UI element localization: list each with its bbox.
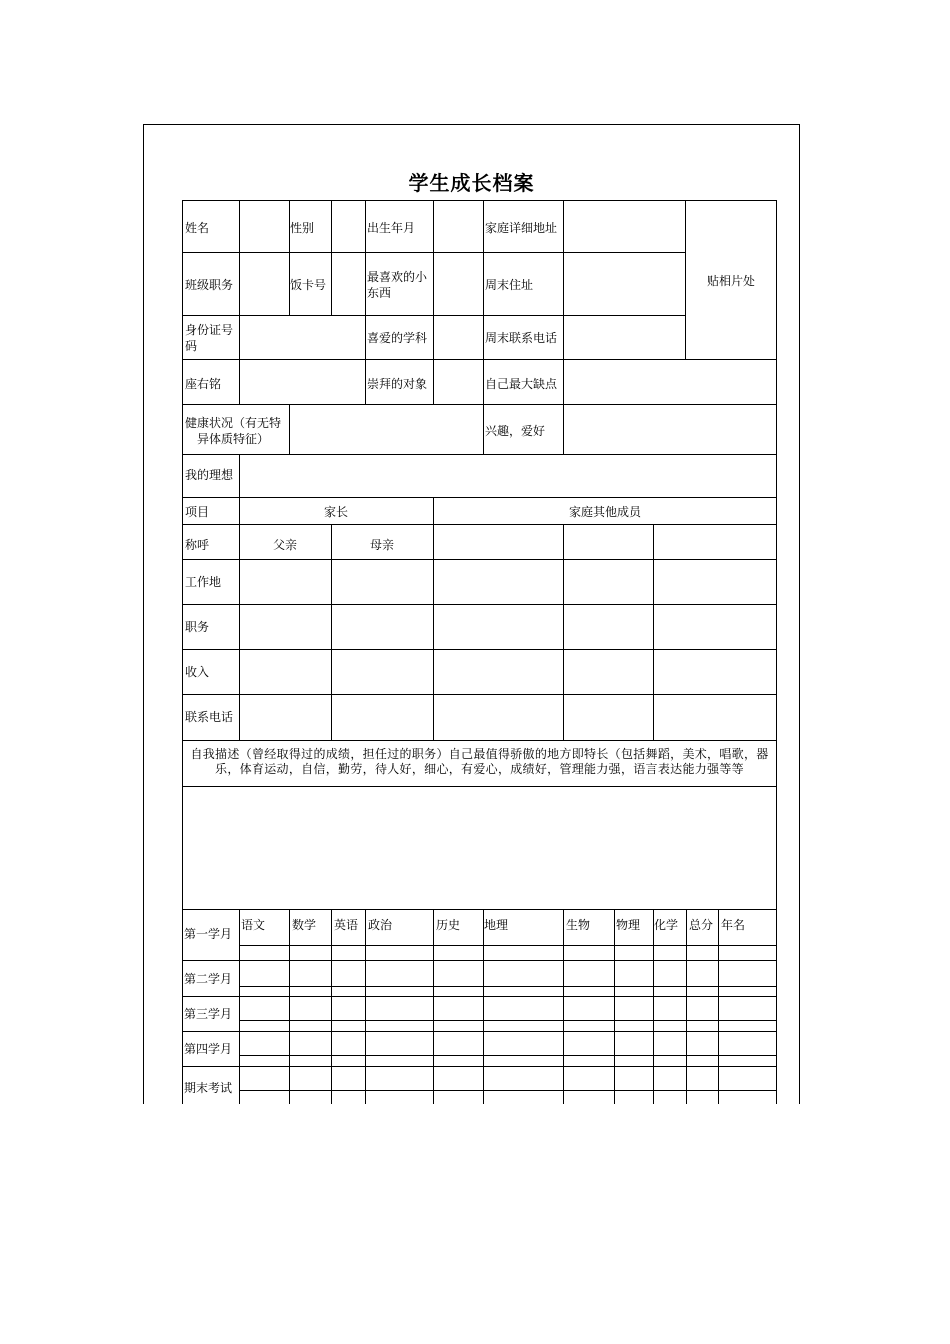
subject-header: 年名 — [721, 918, 746, 932]
label-father: 父亲 — [272, 538, 297, 552]
table-rule-vertical — [433, 497, 434, 740]
table-rule-vertical — [331, 909, 332, 1104]
table-rule-horizontal — [239, 1055, 777, 1056]
table-rule-vertical — [653, 524, 654, 740]
self-description-line: 自我描述（曾经取得过的成绩，担任过的职务）自己最值得骄傲的地方即特长（包括舞蹈，美术，唱歌，器 — [190, 747, 769, 761]
label-motto: 座右铭 — [185, 377, 222, 391]
subject-header: 政治 — [368, 918, 393, 932]
label-idol: 崇拜的对象 — [367, 377, 428, 391]
term-label: 第三学月 — [184, 1007, 233, 1021]
table-rule-horizontal — [182, 1031, 240, 1032]
table-rule-horizontal — [182, 559, 777, 560]
label-health-cont: 异体质特征） — [197, 432, 270, 446]
label-class-position: 班级职务 — [185, 278, 234, 292]
term-label-cut-off: 期末考试 — [184, 1081, 233, 1095]
table-rule-vertical — [239, 359, 240, 404]
table-rule-horizontal — [182, 996, 240, 997]
document-title: 学生成长档案 — [408, 171, 535, 195]
label-hobbies: 兴趣，爱好 — [485, 424, 546, 438]
self-description-prompt — [182, 747, 777, 777]
table-rule-vertical — [331, 524, 332, 740]
table-rule-vertical — [289, 200, 290, 315]
table-rule-vertical — [718, 909, 719, 1104]
label-biggest-flaw: 自己最大缺点 — [485, 377, 558, 391]
table-rule-vertical — [433, 200, 434, 404]
table-rule-vertical — [563, 200, 564, 454]
table-rule-vertical — [776, 200, 777, 1104]
label-birth-date: 出生年月 — [367, 221, 416, 235]
table-rule-horizontal — [182, 909, 777, 910]
table-rule-vertical — [239, 200, 240, 359]
subject-header: 英语 — [334, 918, 359, 932]
table-rule-vertical — [365, 200, 366, 404]
table-rule-horizontal — [239, 986, 777, 987]
table-rule-vertical — [365, 909, 366, 1104]
table-rule-horizontal — [239, 996, 777, 997]
table-rule-vertical — [239, 497, 240, 740]
student-record-form — [182, 200, 777, 1104]
label-weekend-residence: 周末住址 — [485, 278, 534, 292]
table-rule-vertical — [483, 909, 484, 1104]
table-rule-vertical — [686, 909, 687, 1104]
table-rule-horizontal — [239, 1020, 777, 1021]
label-parents: 家长 — [323, 505, 348, 519]
term-label: 第一学月 — [184, 927, 233, 941]
subject-header: 化学 — [654, 918, 679, 932]
table-rule-horizontal — [182, 604, 777, 605]
table-rule-horizontal — [239, 1066, 777, 1067]
table-rule-horizontal — [182, 200, 777, 201]
label-id-number-cont: 码 — [185, 339, 198, 353]
label-favorite-subject: 喜爱的学科 — [367, 331, 428, 345]
family-row-label: 工作地 — [185, 575, 222, 589]
label-other-members: 家庭其他成员 — [568, 505, 641, 519]
table-rule-horizontal — [239, 945, 777, 946]
subject-header: 地理 — [484, 918, 509, 932]
label-relation: 称呼 — [185, 538, 210, 552]
table-rule-horizontal — [182, 359, 777, 360]
family-row-label: 联系电话 — [185, 710, 234, 724]
label-dream: 我的理想 — [185, 468, 234, 482]
term-label: 第二学月 — [184, 972, 233, 986]
table-rule-horizontal — [182, 694, 777, 695]
label-favorite-item: 最喜欢的小 — [367, 270, 428, 284]
subject-header: 历史 — [436, 918, 461, 932]
table-rule-vertical — [289, 404, 290, 454]
label-name: 姓名 — [185, 221, 210, 235]
table-rule-horizontal — [239, 1090, 777, 1091]
table-rule-horizontal — [182, 960, 240, 961]
term-label: 第四学月 — [184, 1042, 233, 1056]
table-rule-horizontal — [182, 1066, 240, 1067]
table-rule-vertical — [653, 909, 654, 1104]
subject-header: 物理 — [616, 918, 641, 932]
label-item: 项目 — [185, 505, 210, 519]
table-rule-horizontal — [182, 740, 777, 741]
subject-header: 总分 — [689, 918, 714, 932]
table-rule-vertical — [563, 909, 564, 1104]
table-rule-horizontal — [182, 497, 777, 498]
table-rule-horizontal — [182, 454, 777, 455]
table-rule-horizontal — [182, 404, 777, 405]
table-rule-vertical — [239, 909, 240, 1104]
label-favorite-item-cont: 东西 — [367, 286, 392, 300]
table-rule-vertical — [483, 200, 484, 454]
table-rule-horizontal — [182, 524, 777, 525]
family-row-label: 职务 — [185, 620, 210, 634]
table-rule-horizontal — [182, 315, 686, 316]
table-rule-horizontal — [239, 960, 777, 961]
table-rule-vertical — [614, 909, 615, 1104]
label-card-no: 饭卡号 — [290, 278, 327, 292]
label-id-number: 身份证号 — [185, 323, 234, 337]
table-rule-vertical — [289, 909, 290, 1104]
table-rule-vertical — [331, 200, 332, 315]
table-rule-vertical — [563, 524, 564, 740]
table-rule-horizontal — [182, 252, 686, 253]
subject-header: 语文 — [241, 918, 266, 932]
table-rule-horizontal — [182, 786, 777, 787]
table-rule-horizontal — [182, 649, 777, 650]
label-health: 健康状况（有无特 — [185, 416, 282, 430]
subject-header: 生物 — [566, 918, 591, 932]
table-rule-vertical — [239, 454, 240, 497]
table-rule-vertical — [685, 200, 686, 359]
label-weekend-phone: 周末联系电话 — [485, 331, 558, 345]
photo-placeholder: 贴相片处 — [706, 274, 755, 288]
label-mother: 母亲 — [369, 538, 394, 552]
table-rule-horizontal — [239, 1031, 777, 1032]
table-rule-vertical — [433, 909, 434, 1104]
subject-header: 数学 — [292, 918, 317, 932]
label-home-address: 家庭详细地址 — [485, 221, 558, 235]
self-description-line: 乐，体育运动，自信，勤劳，待人好，细心，有爱心，成绩好，管理能力强，语言表达能力强等等 — [215, 762, 744, 776]
label-gender: 性别 — [290, 221, 315, 235]
family-row-label: 收入 — [185, 665, 210, 679]
table-rule-vertical — [182, 200, 183, 1104]
document-page — [143, 124, 800, 1104]
